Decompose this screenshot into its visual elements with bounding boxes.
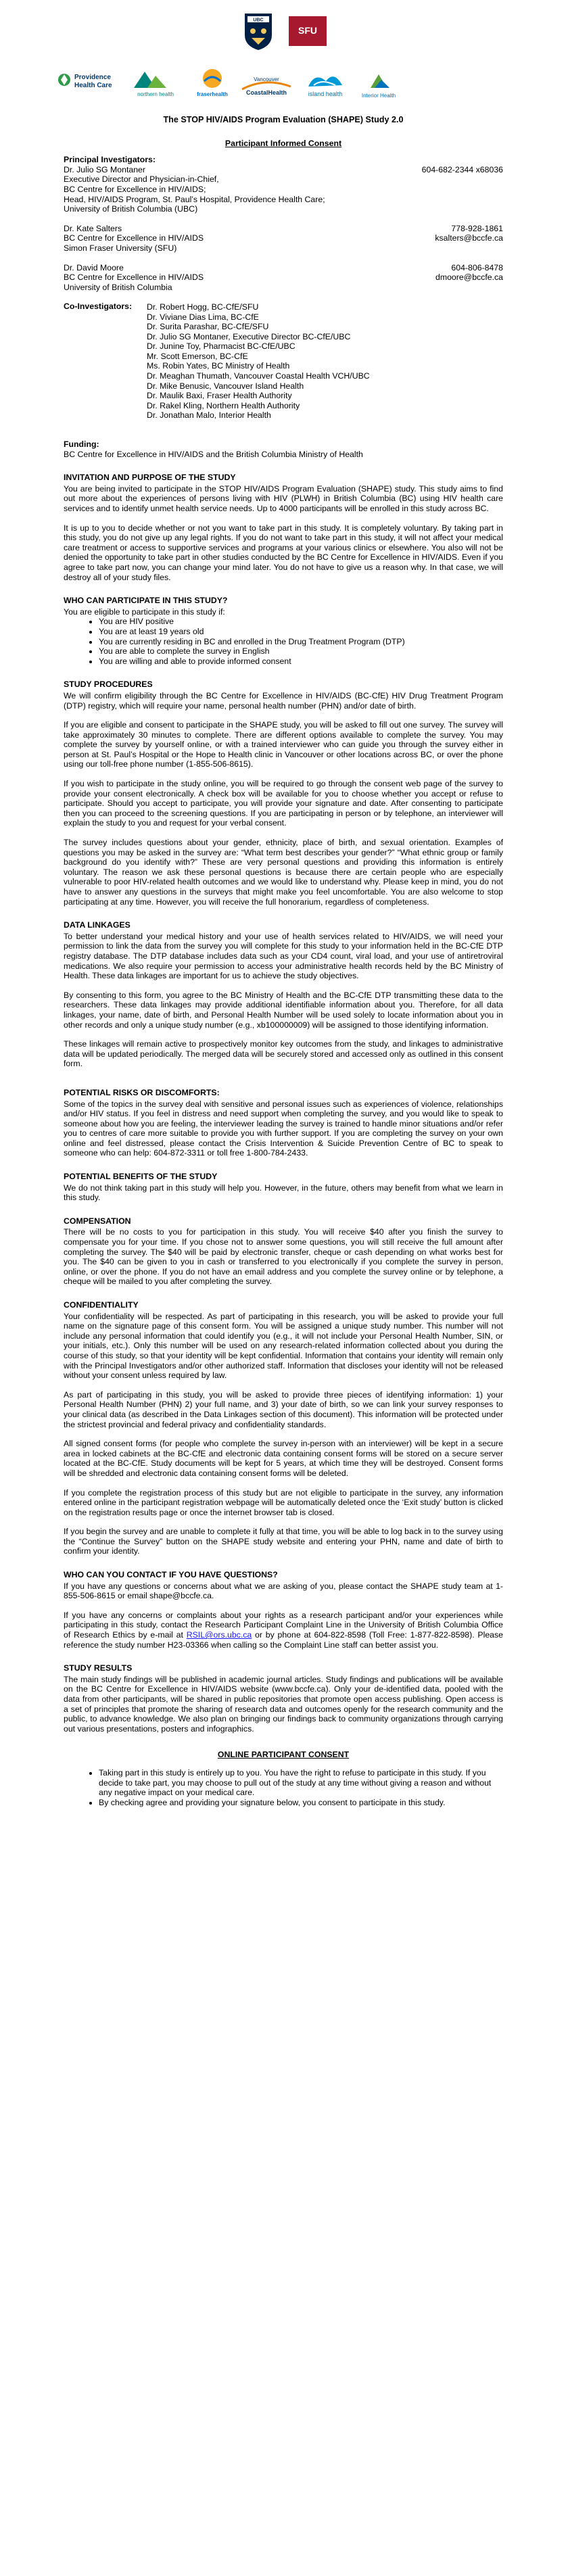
co-investigator: Dr. Rakel Kling, Northern Health Authority bbox=[147, 400, 300, 410]
online-consent-item: • Taking part in this study is entirely up to you. You have the right to refuse to participate in this study. If you decide to take part, you may choose to pull out of the study at any time without giving a reason and without any negative impact on your medical care. bbox=[99, 1768, 503, 1798]
online-consent-heading: ONLINE PARTICIPANT CONSENT bbox=[217, 1750, 350, 1760]
results-heading: STUDY RESULTS bbox=[64, 1663, 133, 1673]
contact-paragraph: If you have any questions or concerns about what we are asking of you, please contact the SHAPE study team at 1-855-506-8615 or email shape@bccfe.ca. bbox=[64, 1581, 503, 1601]
pi-moore bbox=[64, 263, 503, 293]
confidentiality-heading: CONFIDENTIALITY bbox=[64, 1300, 139, 1310]
island-health-text: island health bbox=[308, 91, 343, 97]
pi-name: Dr. David Moore bbox=[64, 262, 124, 272]
procedures-paragraph: If you wish to participate in the study online, you will be required to go through the consent web page of the survey to provide your consent electronically. A check box will be available for you to choose whether you accept or refuse to participate. Should you accept to participate, you will provide your signature and date. After consenting to participate then you can proceed to the screening questions. If you are participating in person or by telephone, an interviewer will explain the study to you and request for your verbal consent. bbox=[64, 779, 503, 828]
pi-phone: 604-806-8478 bbox=[451, 262, 503, 272]
online-consent-list bbox=[64, 1768, 503, 1807]
eligibility-intro: You are eligible to participate in this study if: bbox=[64, 606, 225, 617]
intro-paragraph: It is up to you to decide whether or not you want to take part in this study. It is completely voluntary. By taking part in this study, you do not give up any legal rights. If you do not want to take part in this study, it will not affect your medical care treatment or access to supportive services and programs at your various clinics or elsewhere. You also will not be denied the opportunity to take part in other studies conducted by the BC Centre for Excellence in HIV/AIDS. Even if you agree to take part now, you can change your mind later. You do not have to give us a reason why. In that case, we will destroy all of your study files. bbox=[64, 523, 503, 582]
linkages-paragraph: To better understand your medical history and your use of health services related to HIV/AIDS, we will need your permission to link the data from the survey you will complete for this study to your information held in the BC-CfE DTP registry database. The DTP database includes data such as your CD4 count, viral load, and your use of antiretroviral medications. We also require your permission to access your administrative health records held by the BC Ministry of Health. These data linkages are important for us to achieve the study objectives. bbox=[64, 931, 503, 981]
providence-logo bbox=[57, 70, 120, 97]
funding-heading: Funding: bbox=[64, 439, 99, 450]
vch-line1: Vancouver bbox=[254, 76, 279, 82]
contact-heading: WHO CAN YOU CONTACT IF YOU HAVE QUESTIONS? bbox=[64, 1570, 278, 1580]
intro-paragraph: You are being invited to participate in the STOP HIV/AIDS Program Evaluation (SHAPE) study. This study aims to find out more about the experiences of persons living with HIV (PLWH) in British Columbia (BC) using HIV health care services and to identify unmet health service needs. Up to 4000 participants will be enrolled in this study across BC. bbox=[64, 483, 503, 513]
intro-heading: INVITATION AND PURPOSE OF THE STUDY bbox=[64, 473, 236, 483]
confidentiality-paragraph: All signed consent forms (for people who complete the survey in-person with an interviewer) will be kept in a secure area in locked cabinets at the BC-CfE and electronic data containing consent forms will be stored on a secure server located at the BC-CfE. Study documents will be kept for 5 years, at which time they will be destroyed. Consent forms will be shredded and electronic data containing consent forms will be deleted. bbox=[64, 1439, 503, 1478]
pi-montaner bbox=[64, 165, 503, 214]
compensation-paragraph: There will be no costs to you for participation in this study. You will receive $40 after you finish the survey to compensate you for your time. If you chose not to answer some questions, you will still receive the full amount after completing the survey. The $40 will be paid by electronic transfer, cheque or cash depending on what works best for you. The $40 can be given to you in cash or transferred to you electronically if you complete the survey in person, online, or over the phone. If you do not have an email address and you complete the survey online or by telephone, a cheque will be mailed to you after completing the survey. bbox=[64, 1227, 503, 1287]
document-title: The STOP HIV/AIDS Program Evaluation (SHAPE) Study 2.0 bbox=[163, 115, 404, 124]
linkages-paragraph: These linkages will remain active to prospectively monitor key outcomes from the study, and linkages to administrative data will be updated periodically. The merged data will be securely stored and accessed only as outlined in this consent form. bbox=[64, 1039, 503, 1069]
providence-line1: Providence bbox=[74, 74, 111, 81]
procedures-paragraph: The survey includes questions about your gender, ethnicity, place of birth, and sexual orientation. Examples of questions you may be asked in the survey are: “What term best describes your gender?” “What ethnic group or family background do you identify with?” These are very personal questions and providing this information is entirely voluntary. The reason we ask these personal questions is because there are certain people who are especially vulnerable to poor HIV-related health outcomes and we would like to understand why. Please keep in mind, you do not have to answer any questions in the surveys that might make you feel uncomfortable. You are also welcome to stop participating at any time. However, you will receive the full honorarium, regardless of completeness. bbox=[64, 838, 503, 907]
pi-affiliation: University of British Columbia (UBC) bbox=[64, 204, 198, 214]
sfu-logo-text: SFU bbox=[298, 25, 317, 36]
pi-name: Dr. Julio SG Montaner bbox=[64, 164, 145, 174]
co-investigator: Ms. Robin Yates, BC Ministry of Health bbox=[147, 361, 290, 371]
pi-phone: 604-682-2344 x68036 bbox=[421, 164, 503, 174]
pi-phone: 778-928-1861 bbox=[451, 223, 503, 233]
pi-affiliation: Head, HIV/AIDS Program, St. Paul’s Hospital, Providence Health Care; bbox=[64, 194, 325, 204]
vch-logo bbox=[238, 72, 295, 99]
funding-text: BC Centre for Excellence in HIV/AIDS and the British Columbia Ministry of Health bbox=[64, 449, 363, 459]
procedures-heading: STUDY PROCEDURES bbox=[64, 679, 153, 690]
northern-health-text: northern health bbox=[137, 91, 174, 97]
pi-email[interactable]: dmoore@bccfe.ca bbox=[435, 272, 503, 283]
co-investigator: Dr. Surita Parashar, BC-CfE/SFU bbox=[147, 322, 269, 332]
sfu-logo bbox=[289, 16, 327, 46]
procedures-paragraph: If you are eligible and consent to participate in the SHAPE study, you will be asked to fill out one survey. The survey will take approximately 30 minutes to complete. There are different options available to complete the survey. You may complete the survey by yourself online, or with a trained interviewer who can guide you through the survey either in person at St. Paul’s Hospital or the Hope to Health clinic in Vancouver or other locations across BC, or over the phone using our toll-free phone number (1-855-506-8615). bbox=[64, 720, 503, 769]
risks-paragraph: Some of the topics in the survey deal with sensitive and personal issues such as experiences of violence, relationships and/or HIV status. If you feel in distress and need support when completing the survey, and you would like to speak to someone about how you are feeling, the interviewer leading the survey is trained to handle minor situations and/or refer you to centres of care more suitable to provide you with further support. If you are completing the survey on your own online and feel distressed, please contact the Crisis Intervention & Suicide Prevention Centre of BC to speak to someone who can help: 604-872-3311 or toll free 1-800-784-2433. bbox=[64, 1099, 503, 1158]
results-paragraph: The main study findings will be published in academic journal articles. Study findings and publications will be available on the BC Centre for Excellence in HIV/AIDS website (www.bccfe.ca). Only your de-identified data, pooled with the data from other participants, will be shared in public repositories that promote open access publishing. Open access is a set of principles that promote the sharing of research data and outcomes openly for the research community and the public, to advance knowledge. We also plan on bringing our findings back to community organizations through carrying out various presentations, posters and infographics. bbox=[64, 1674, 503, 1734]
risks-heading: POTENTIAL RISKS OR DISCOMFORTS: bbox=[64, 1087, 220, 1097]
linkages-paragraph: By consenting to this form, you agree to the BC Ministry of Health and the BC-CfE DTP transmitting these data to the researchers. These data linkages may provide additional identifiable information about you. Therefore, for all data linkages, your name, date of birth, and Personal Health Number will be used solely to locate information about you in other records and only a unique study number (e.g., xb100000009) will be assigned to those identifying information. bbox=[64, 990, 503, 1030]
confidentiality-paragraph: As part of participating in this study, you will be asked to provide three pieces of identifying information: 1) your Personal Health Number (PHN) 2) your full name, and 3) your date of birth, so we can link your survey responses to your clinical data (as described in the Data Linkages section of this document). This information will be protected under the strictest provincial and federal privacy and confidentiality standards. bbox=[64, 1389, 503, 1429]
pi-affiliation: Simon Fraser University (SFU) bbox=[64, 243, 177, 253]
island-health-logo bbox=[302, 66, 349, 100]
co-investigator: Mr. Scott Emerson, BC-CfE bbox=[147, 351, 248, 361]
co-investigator: Dr. Junine Toy, Pharmacist BC-CfE/UBC bbox=[147, 341, 295, 352]
co-investigator: Dr. Maulik Baxi, Fraser Health Authority bbox=[147, 391, 292, 401]
document-subtitle: Participant Informed Consent bbox=[224, 138, 342, 148]
pi-heading: Principal Investigators: bbox=[64, 155, 156, 165]
benefits-paragraph: We do not think taking part in this study will help you. However, in the future, others may benefit from what we learn in this study. bbox=[64, 1183, 503, 1203]
eligibility-item: • You are able to complete the survey in English bbox=[99, 646, 503, 657]
ubc-logo bbox=[241, 11, 275, 51]
pi-affiliation: BC Centre for Excellence in HIV/AIDS bbox=[64, 272, 204, 283]
co-investigator: Dr. Robert Hogg, BC-CfE/SFU bbox=[147, 302, 259, 312]
fraser-health-logo bbox=[192, 66, 233, 100]
compensation-heading: COMPENSATION bbox=[64, 1216, 131, 1226]
complaint-text-end: or by phone at 604-822-8598 (Toll Free: 1-877-822-8598). Please reference the study number H23-03366 when calling so the Complaint Line staff can better assist you. bbox=[64, 1630, 503, 1650]
pi-email[interactable]: ksalters@bccfe.ca bbox=[435, 233, 503, 243]
pi-affiliation: Executive Director and Physician-in-Chief, bbox=[64, 174, 219, 185]
complaint-email-link[interactable]: RSIL@ors.ubc.ca bbox=[186, 1630, 252, 1640]
eligibility-heading: WHO CAN PARTICIPATE IN THIS STUDY? bbox=[64, 596, 228, 606]
pi-salters bbox=[64, 224, 503, 254]
eligibility-list bbox=[64, 617, 503, 666]
co-investigator: Dr. Mike Benusic, Vancouver Island Health bbox=[147, 381, 304, 391]
health-authority-logo-row bbox=[0, 66, 568, 108]
confidentiality-paragraph: If you begin the survey and are unable to complete it fully at that time, you will be able to log back in to the survey using the “Continue the Survey” button on the SHAPE study website and entering your PHN, name and date of birth to confirm your identity. bbox=[64, 1527, 503, 1556]
procedures-paragraph: We will confirm eligibility through the BC Centre for Excellence in HIV/AIDS (BC-CfE) HIV Drug Treatment Program (DTP) registry, which will require your name, personal health number (PHN) and/or date of birth. bbox=[64, 690, 503, 711]
interior-health-logo bbox=[354, 68, 403, 101]
interior-health-text: Interior Health bbox=[361, 93, 396, 99]
consent-document bbox=[64, 115, 503, 1817]
co-investigators-section: Co-Investigators: bbox=[64, 302, 133, 312]
providence-line2: Health Care bbox=[74, 82, 112, 89]
fraser-health-text: fraserhealth bbox=[197, 91, 228, 97]
online-consent-item: • By checking agree and providing your signature below, you consent to participate in this study. bbox=[99, 1798, 503, 1808]
complaint-text-start: If you have any concerns or complaints about your rights as a research participant and/or your experiences while participating in this study, contact the Research Participant Complaint Line in the University of British Columbia Office of Research Ethics by e-mail at bbox=[64, 1610, 503, 1640]
co-investigator-list bbox=[147, 302, 503, 421]
benefits-heading: POTENTIAL BENEFITS OF THE STUDY bbox=[64, 1172, 218, 1182]
pi-affiliation: BC Centre for Excellence in HIV/AIDS bbox=[64, 233, 204, 243]
confidentiality-paragraph: Your confidentiality will be respected. As part of participating in this research, you will be asked to provide your full name on the signature page of this consent form. You will be assigned a unique study number. This number will not include any personal information that could identify you (e.g., it will not include your Personal Health Number, SIN, or your initials, etc.). Only this number will be used on any research-related information collected about you during the course of this study, so that your identity will be kept confidential. Information that contains your identity will remain only with the Principal Investigators and/or other authorized staff. Information that discloses your identity will not be released without your consent unless required by law. bbox=[64, 1311, 503, 1381]
eligibility-item: • You are willing and able to provide informed consent bbox=[99, 657, 503, 667]
top-logo-row bbox=[0, 11, 568, 51]
northern-health-logo bbox=[133, 69, 180, 99]
co-investigator: Dr. Jonathan Malo, Interior Health bbox=[147, 410, 271, 421]
complaint-paragraph bbox=[64, 1611, 503, 1650]
eligibility-item: • You are HIV positive bbox=[99, 617, 503, 627]
ubc-logo-text: UBC bbox=[253, 18, 264, 23]
co-investigator: Dr. Viviane Dias Lima, BC-CfE bbox=[147, 312, 259, 322]
pi-affiliation: University of British Columbia bbox=[64, 282, 172, 292]
confidentiality-paragraph: If you complete the registration process of this study but are not eligible to participate in the survey, any information entered online in the participant registration webpage will be automatically deleted once the ‘Exit study’ button is clicked on the registration results page or once the internet browser tab is closed. bbox=[64, 1487, 503, 1517]
co-investigator: Dr. Meaghan Thumath, Vancouver Coastal Health VCH/UBC bbox=[147, 371, 370, 381]
eligibility-item: • You are at least 19 years old bbox=[99, 627, 503, 637]
linkages-heading: DATA LINKAGES bbox=[64, 920, 131, 930]
eligibility-item: • You are currently residing in BC and enrolled in the Drug Treatment Program (DTP) bbox=[99, 637, 503, 647]
pi-name: Dr. Kate Salters bbox=[64, 223, 122, 233]
vch-line2: CoastalHealth bbox=[245, 89, 287, 96]
pi-affiliation: BC Centre for Excellence in HIV/AIDS; bbox=[64, 184, 206, 194]
co-investigator: Dr. Julio SG Montaner, Executive Director BC-CfE/UBC bbox=[147, 331, 351, 341]
